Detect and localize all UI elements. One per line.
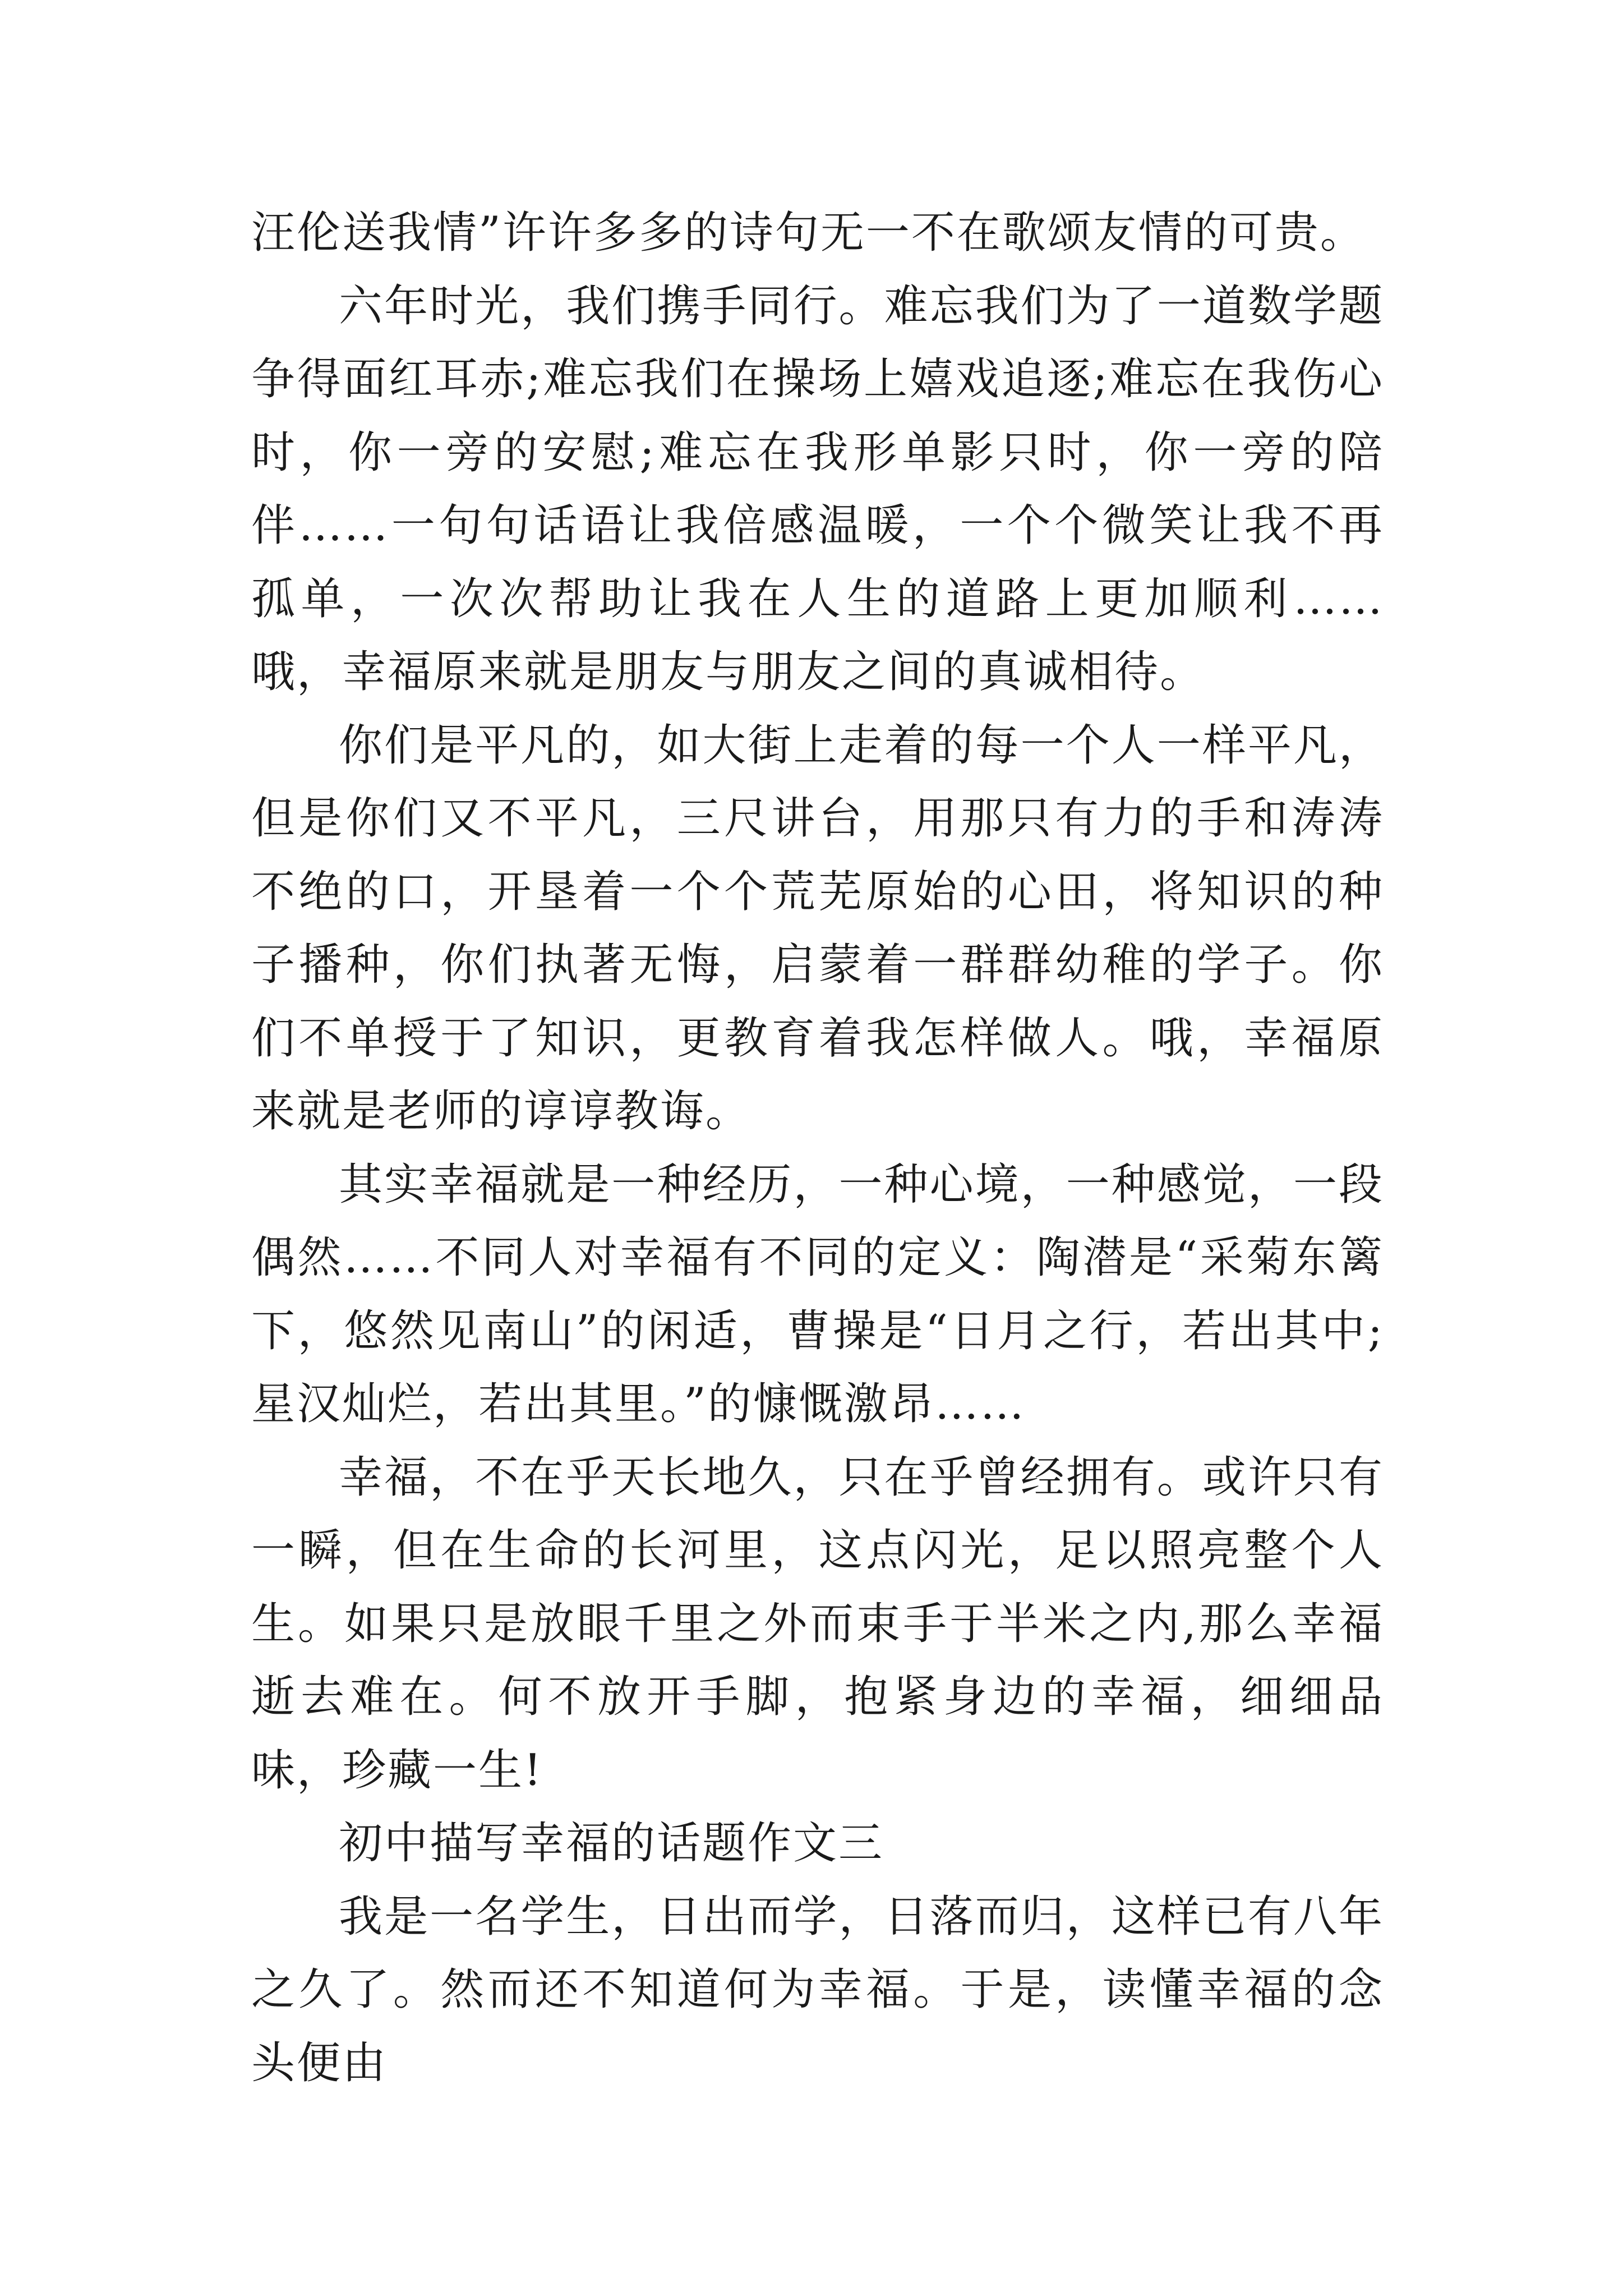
essay-heading: 初中描写幸福的话题作文三	[339, 1818, 884, 1869]
paragraph-friendship: 六年时光，我们携手同行。难忘我们为了一道数学题争得面红耳赤;难忘我们在操场上嬉戏追逐;难忘在我伤心时，你一旁的安慰;难忘在我形单影只时，你一旁的陪伴……一句句话语让我倍感温暖，一个个微笑让我不再孤单，一次次帮助让我在人生的道路上更加顺利……哦，幸福原来就是朋友与朋友之间的真诚相待。	[251, 280, 1384, 697]
paragraph-teachers: 你们是平凡的，如大街上走着的每一个人一样平凡，但是你们又不平凡，三尺讲台，用那只有力的手和涛涛不绝的口，开垦着一个个荒芜原始的心田，将知识的种子播种，你们执著无悔，启蒙着一群群幼稚的学子。你们不单授于了知识，更教育着我怎样做人。哦，幸福原来就是老师的谆谆教诲。	[251, 720, 1384, 1137]
paragraph-student: 我是一名学生，日出而学，日落而归，这样已有八年之久了。然而还不知道何为幸福。于是，读懂幸福的念头便由	[251, 1891, 1384, 2088]
paragraph-continuation: 汪伦送我情”许许多多的诗句无一不在歌颂友情的可贵。	[251, 208, 1366, 258]
paragraph-cherish: 幸福，不在乎天长地久，只在乎曾经拥有。或许只有一瞬，但在生命的长河里，这点闪光，足以照亮整个人生。如果只是放眼千里之外而束手于半米之内,那么幸福逝去难在。何不放开手脚，抱紧身边的幸福，细细品味，珍藏一生!	[251, 1452, 1384, 1796]
paragraph-definition: 其实幸福就是一种经历，一种心境，一种感觉，一段偶然……不同人对幸福有不同的定义：陶潜是“采菊东篱下，悠然见南山”的闲适，曹操是“日月之行，若出其中;星汉灿烂，若出其里。”的慷慨激昂……	[251, 1159, 1384, 1429]
document-body	[251, 196, 1384, 2100]
